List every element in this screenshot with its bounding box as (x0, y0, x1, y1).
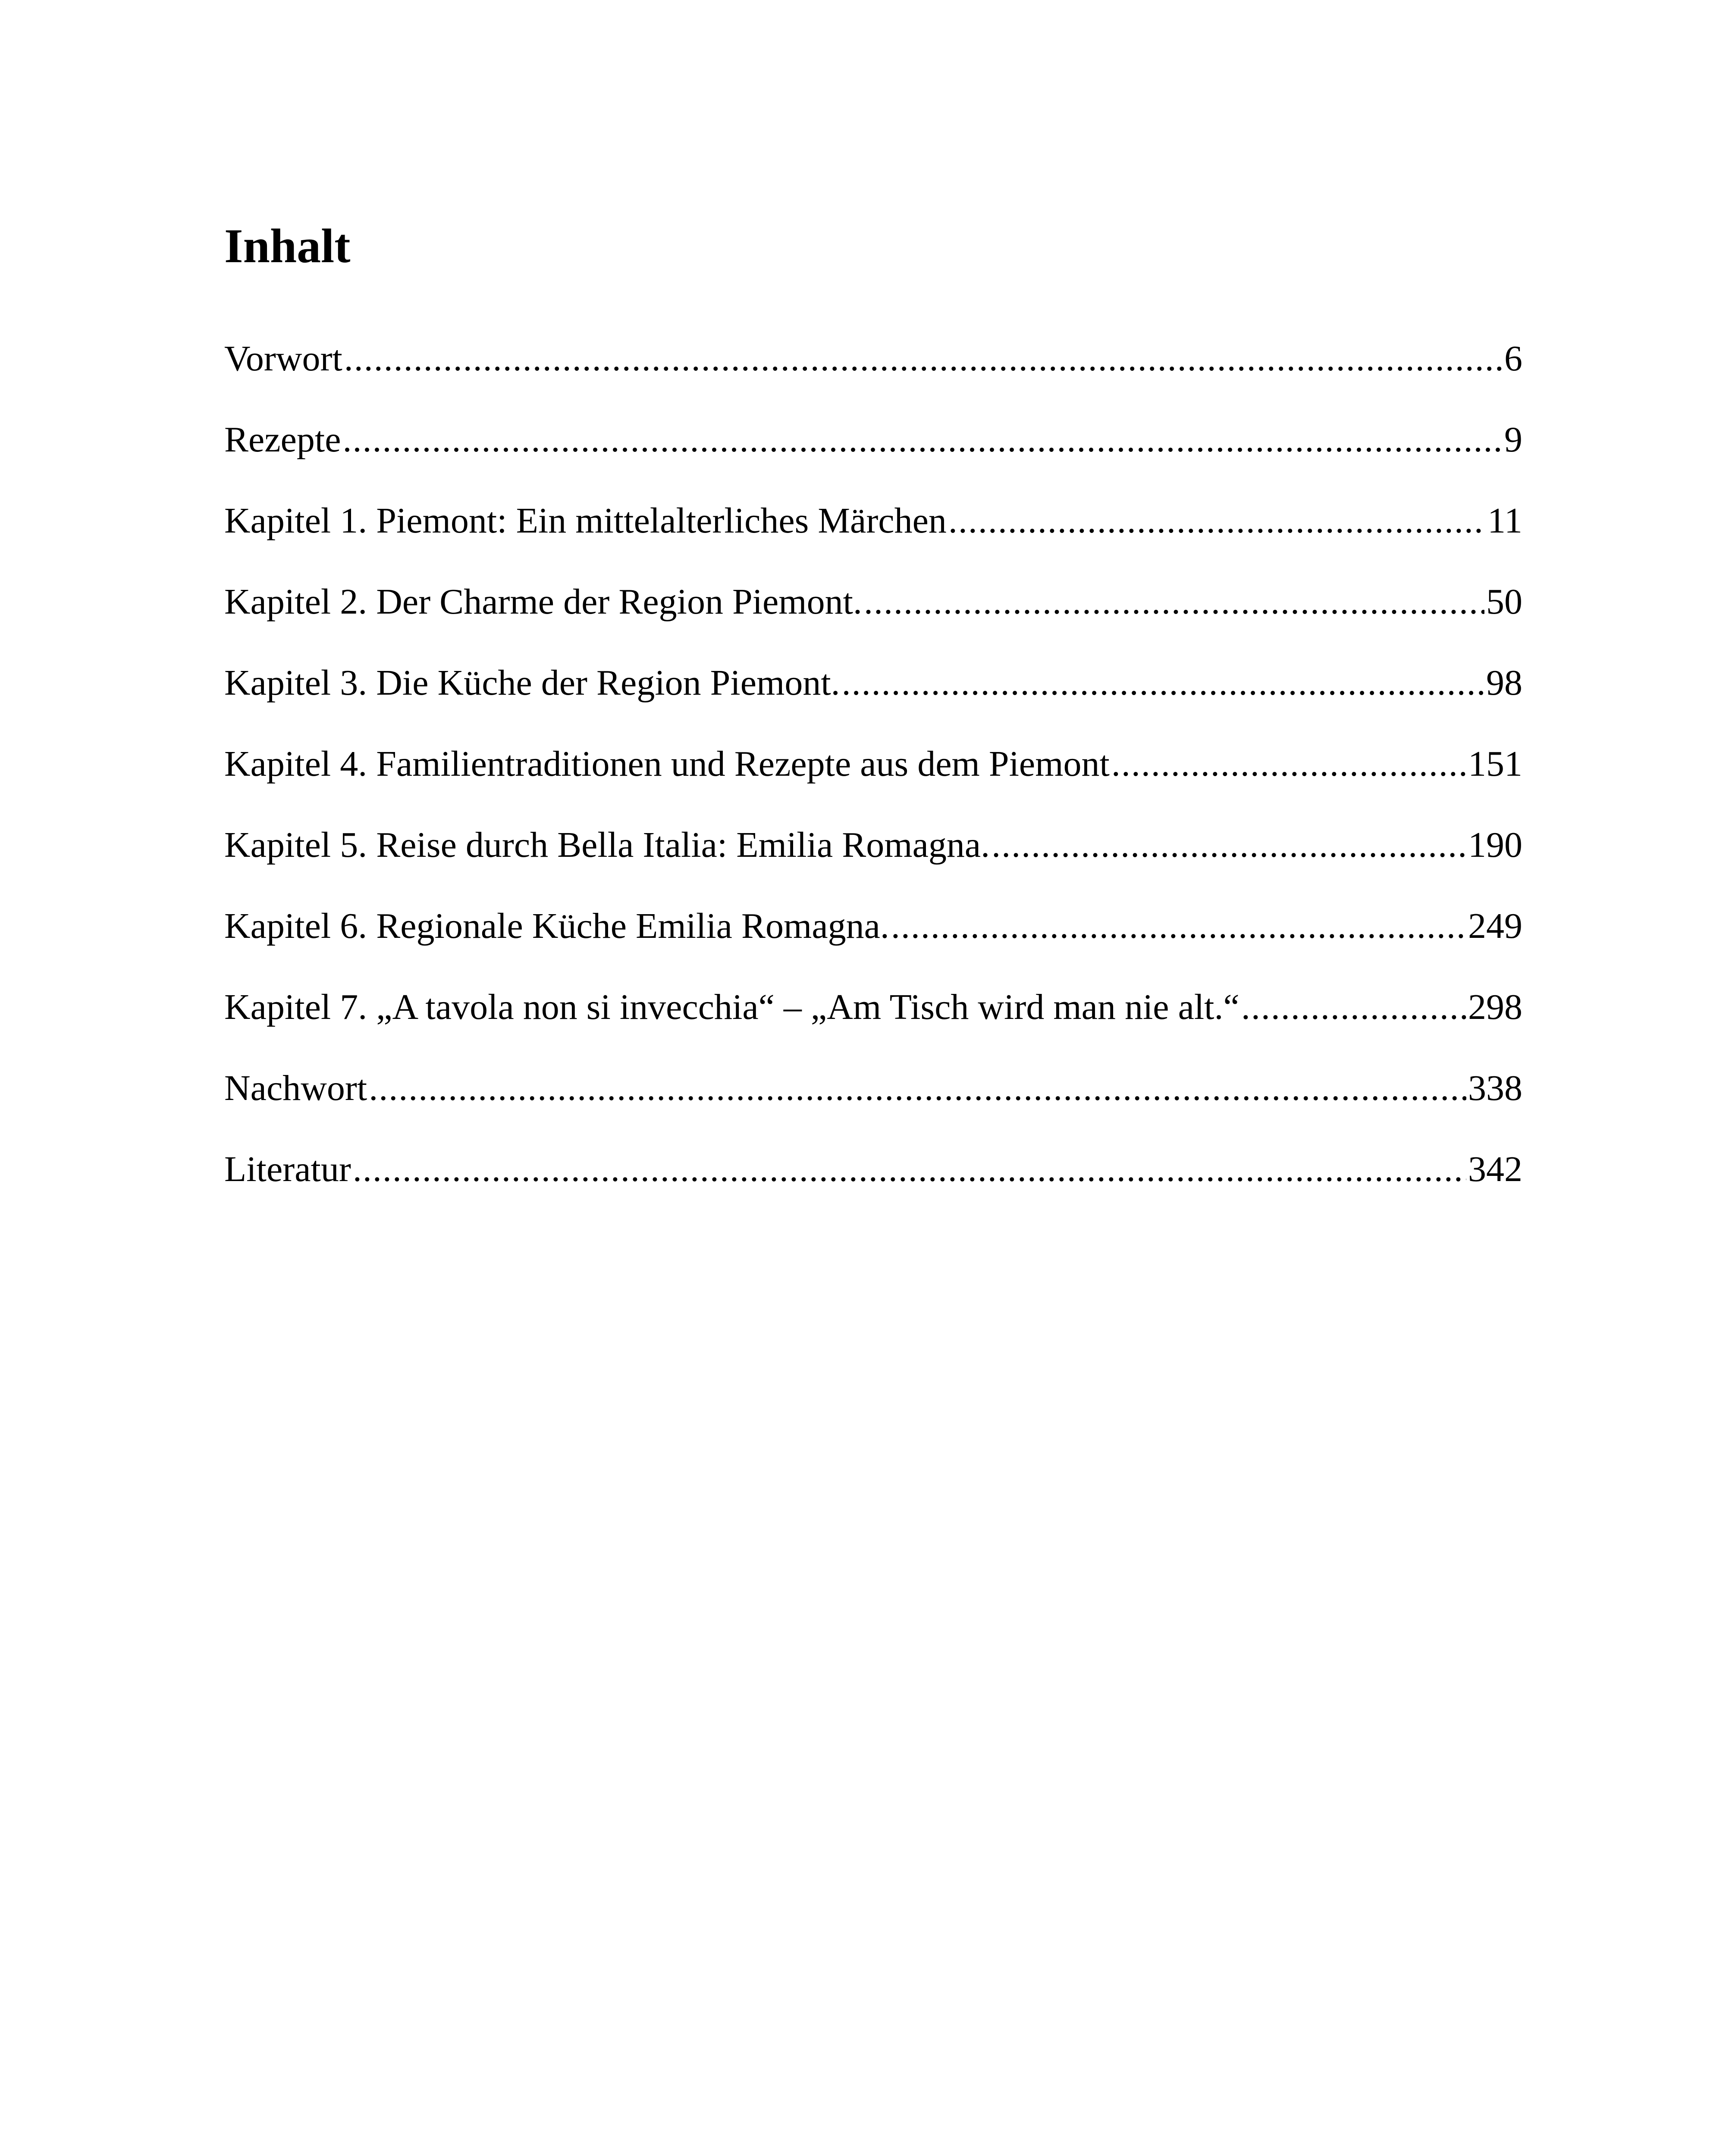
toc-entry (224, 827, 1522, 908)
toc-entry-label: Kapitel 7. „A tavola non si invecchia“ – „Am Tisch wird man nie alt.“ (224, 987, 1239, 1027)
page-title: Inhalt (224, 219, 351, 273)
toc-entry-label: Literatur (224, 1149, 351, 1189)
toc-entry-label: Kapitel 2. Der Charme der Region Piemont. (224, 582, 862, 622)
toc-entry-label: Nachwort (224, 1068, 367, 1108)
toc-page-number: 9 (1504, 420, 1522, 460)
toc-entry (224, 746, 1522, 827)
toc-page-number: 11 (1487, 501, 1522, 541)
toc-page-number: 151 (1468, 744, 1522, 784)
toc-leader-dots (948, 503, 1486, 539)
toc-leader-dots (343, 422, 1503, 458)
toc-entry (224, 422, 1522, 503)
toc-entry-label: Kapitel 1. Piemont: Ein mittelalterliches Märchen (224, 501, 947, 541)
toc-page-number: 249 (1468, 906, 1522, 946)
toc-leader-dots (864, 584, 1484, 620)
toc-entry (224, 503, 1522, 584)
toc-leader-dots (344, 341, 1503, 377)
toc-entry (224, 338, 1522, 422)
toc-leader-dots (891, 908, 1466, 944)
toc-page-number: 342 (1468, 1149, 1522, 1189)
toc-entry (224, 665, 1522, 746)
toc-page-number: 298 (1468, 987, 1522, 1027)
toc-leader-dots (369, 1070, 1466, 1106)
toc-entry (224, 1070, 1522, 1151)
toc-entry-label: Kapitel 5. Reise durch Bella Italia: Emilia Romagna. (224, 825, 990, 865)
toc-leader-dots (353, 1151, 1466, 1188)
toc-entry (224, 1151, 1522, 1232)
toc-page-number: 190 (1468, 825, 1522, 865)
toc-leader-dots (992, 827, 1466, 863)
table-of-contents (224, 338, 1522, 1232)
toc-entry (224, 989, 1522, 1070)
toc-leader-dots (842, 665, 1484, 701)
toc-entry-label: Kapitel 4. Familientraditionen und Rezepte aus dem Piemont (224, 744, 1110, 784)
toc-leader-dots (1111, 746, 1466, 782)
toc-entry-label: Vorwort (224, 338, 342, 379)
toc-page-number: 6 (1504, 338, 1522, 379)
toc-entry-label: Kapitel 6. Regionale Küche Emilia Romagna. (224, 906, 889, 946)
toc-entry-label: Kapitel 3. Die Küche der Region Piemont. (224, 663, 840, 703)
toc-entry-label: Rezepte (224, 420, 341, 460)
toc-page-number: 98 (1486, 663, 1522, 703)
toc-entry (224, 584, 1522, 665)
toc-entry (224, 908, 1522, 989)
toc-leader-dots (1241, 989, 1466, 1025)
toc-page-number: 338 (1468, 1068, 1522, 1108)
toc-page-number: 50 (1486, 582, 1522, 622)
